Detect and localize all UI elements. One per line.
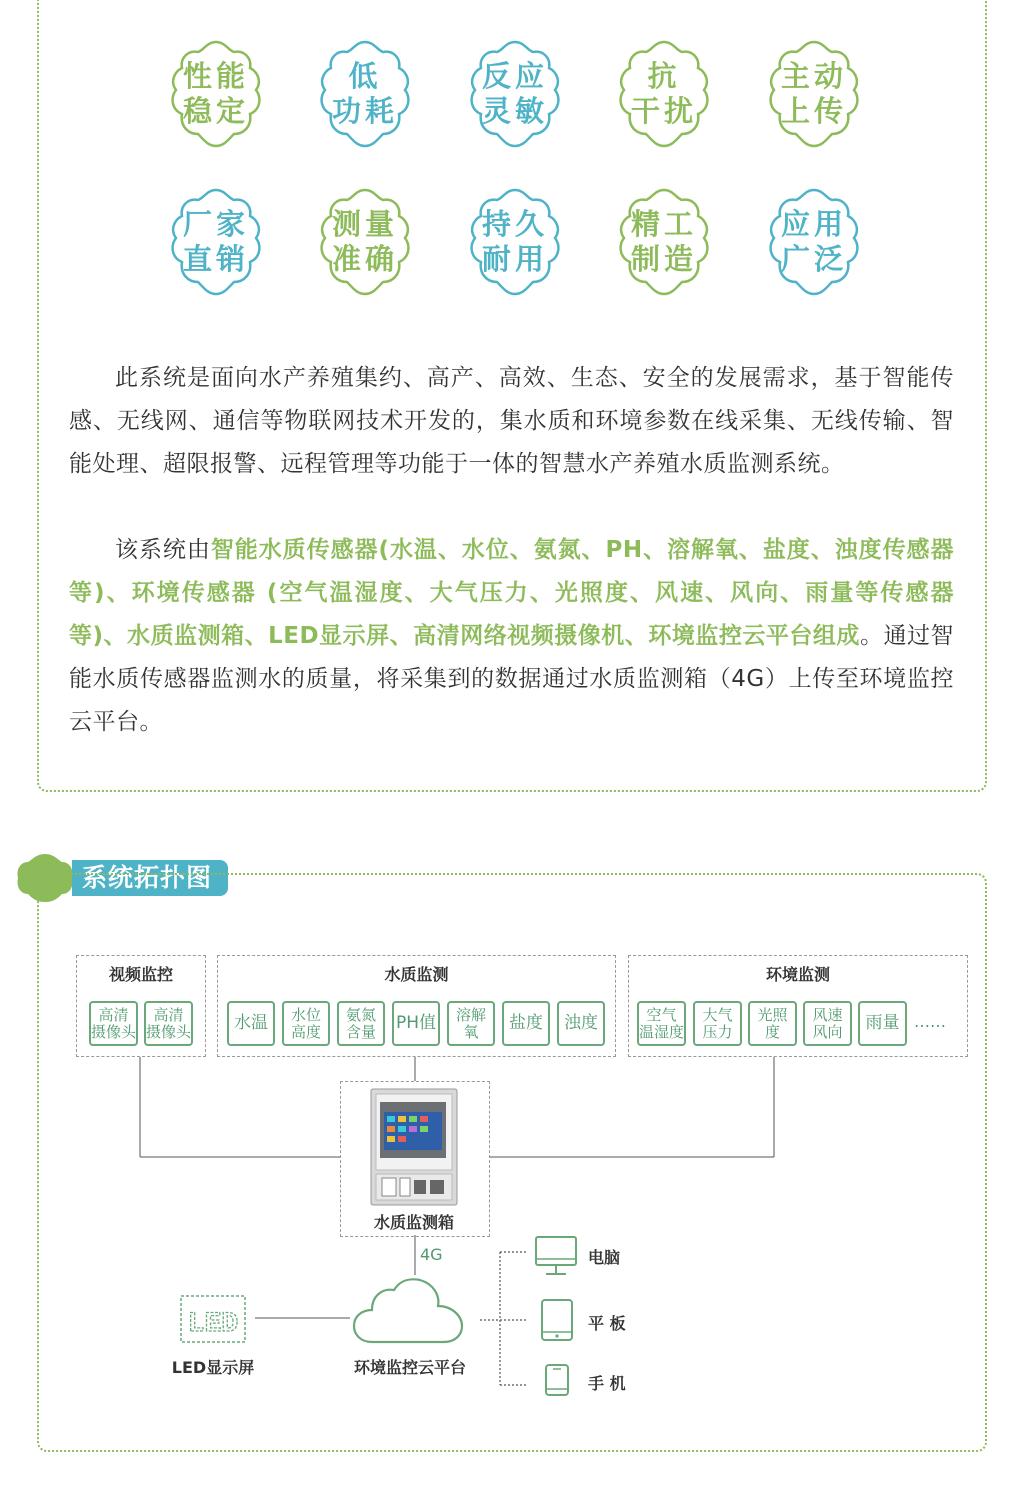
led-screen-text: LED (187, 1309, 239, 1340)
feature-badge-line: 功耗 (331, 94, 398, 128)
feature-badge-line: 灵敏 (481, 94, 548, 128)
section-title-text: 系统拓扑图 (82, 863, 213, 892)
tablet-icon (540, 1298, 574, 1342)
feature-badge-line: 性能 (182, 59, 249, 93)
cloud-platform-label: 环境监控云平台 (353, 1358, 466, 1377)
env-sensor-item: 大气 压力 (693, 1001, 742, 1046)
intro-text-2-highlight: 智能水质传感器(水温、水位、氨氮、PH、溶解氧、盐度、浊度传感器等)、环境传感器 (空气温湿度、大气压力、光照度、风速、风向、雨量等传感器等)、水质监测箱、LED显示屏、高清网络视频摄像机、环境监控云平台组成 (69, 537, 954, 649)
feature-badge-line: 广泛 (780, 242, 847, 276)
feature-badge-line: 持久 (481, 207, 548, 241)
feature-badge-line: 主动 (780, 59, 847, 93)
feature-badge-line: 直销 (182, 242, 249, 276)
device-phone-label: 手 机 (588, 1374, 626, 1393)
phone-icon (544, 1363, 570, 1397)
intro-text-1: 此系统是面向水产养殖集约、高产、高效、生态、安全的发展需求，基于智能传感、无线网、通信等物联网技术开发的，集水质和环境参数在线采集、无线传输、智能处理、超限报警、远程管理等功能于一体的智慧水产养殖水质监测系统。 (69, 365, 954, 477)
link-4g-label: 4G (420, 1245, 443, 1264)
intro-text-2-prefix: 该系统由 (115, 537, 211, 563)
group-video-title: 视频监控 (108, 965, 173, 984)
feature-badge-line: 稳定 (182, 94, 249, 128)
feature-badge-line: 应用 (780, 207, 847, 241)
intro-text-2-suffix: 。通过智能水质传感器监测水的质量，将采集到的数据通过水质监测箱（4G）上传至环境监控云平台。 (69, 623, 954, 735)
env-sensor-item: 光照 度 (748, 1001, 797, 1046)
device-computer-label: 电脑 (588, 1248, 621, 1267)
water-sensor-item: 氨氮 含量 (337, 1001, 385, 1046)
feature-badge-line: 制造 (630, 242, 697, 276)
monitor-box-icon (370, 1088, 458, 1206)
feature-badge-line: 测量 (331, 207, 398, 241)
group-water-title: 水质监测 (384, 965, 449, 984)
cloud-icon (352, 1276, 464, 1348)
water-sensor-item: 水位 高度 (282, 1001, 330, 1046)
water-sensor-item: PH值 (392, 1001, 440, 1046)
feature-badge-line: 抗 (647, 59, 681, 93)
camera-item: 高清 摄像头 (89, 1001, 138, 1046)
feature-badge-line: 厂家 (182, 207, 249, 241)
env-sensor-item: 雨量 (858, 1001, 907, 1046)
led-screen-label: LED显示屏 (171, 1358, 255, 1377)
feature-badge-line: 干扰 (630, 94, 697, 128)
env-sensor-item: 风速 风向 (803, 1001, 852, 1046)
feature-badge-line: 精工 (630, 207, 697, 241)
group-env-title: 环境监测 (765, 965, 830, 984)
env-sensor-item: 空气 温湿度 (637, 1001, 686, 1046)
water-sensor-item: 溶解 氧 (447, 1001, 495, 1046)
monitor-icon (534, 1235, 578, 1277)
water-sensor-item: 盐度 (502, 1001, 550, 1046)
feature-badge-line: 低 (348, 59, 382, 93)
monitor-box-label: 水质监测箱 (373, 1213, 454, 1232)
feature-badge-line: 反应 (481, 59, 548, 93)
feature-badge-line: 耐用 (481, 242, 548, 276)
water-sensor-item: 浊度 (557, 1001, 605, 1046)
camera-item: 高清 摄像头 (144, 1001, 193, 1046)
water-sensor-item: 水温 (227, 1001, 275, 1046)
more-ellipsis: …… (914, 1012, 946, 1031)
feature-badge-line: 上传 (780, 94, 847, 128)
led-screen-icon (180, 1295, 246, 1343)
feature-badge-line: 准确 (331, 242, 398, 276)
device-tablet-label: 平 板 (588, 1314, 626, 1333)
